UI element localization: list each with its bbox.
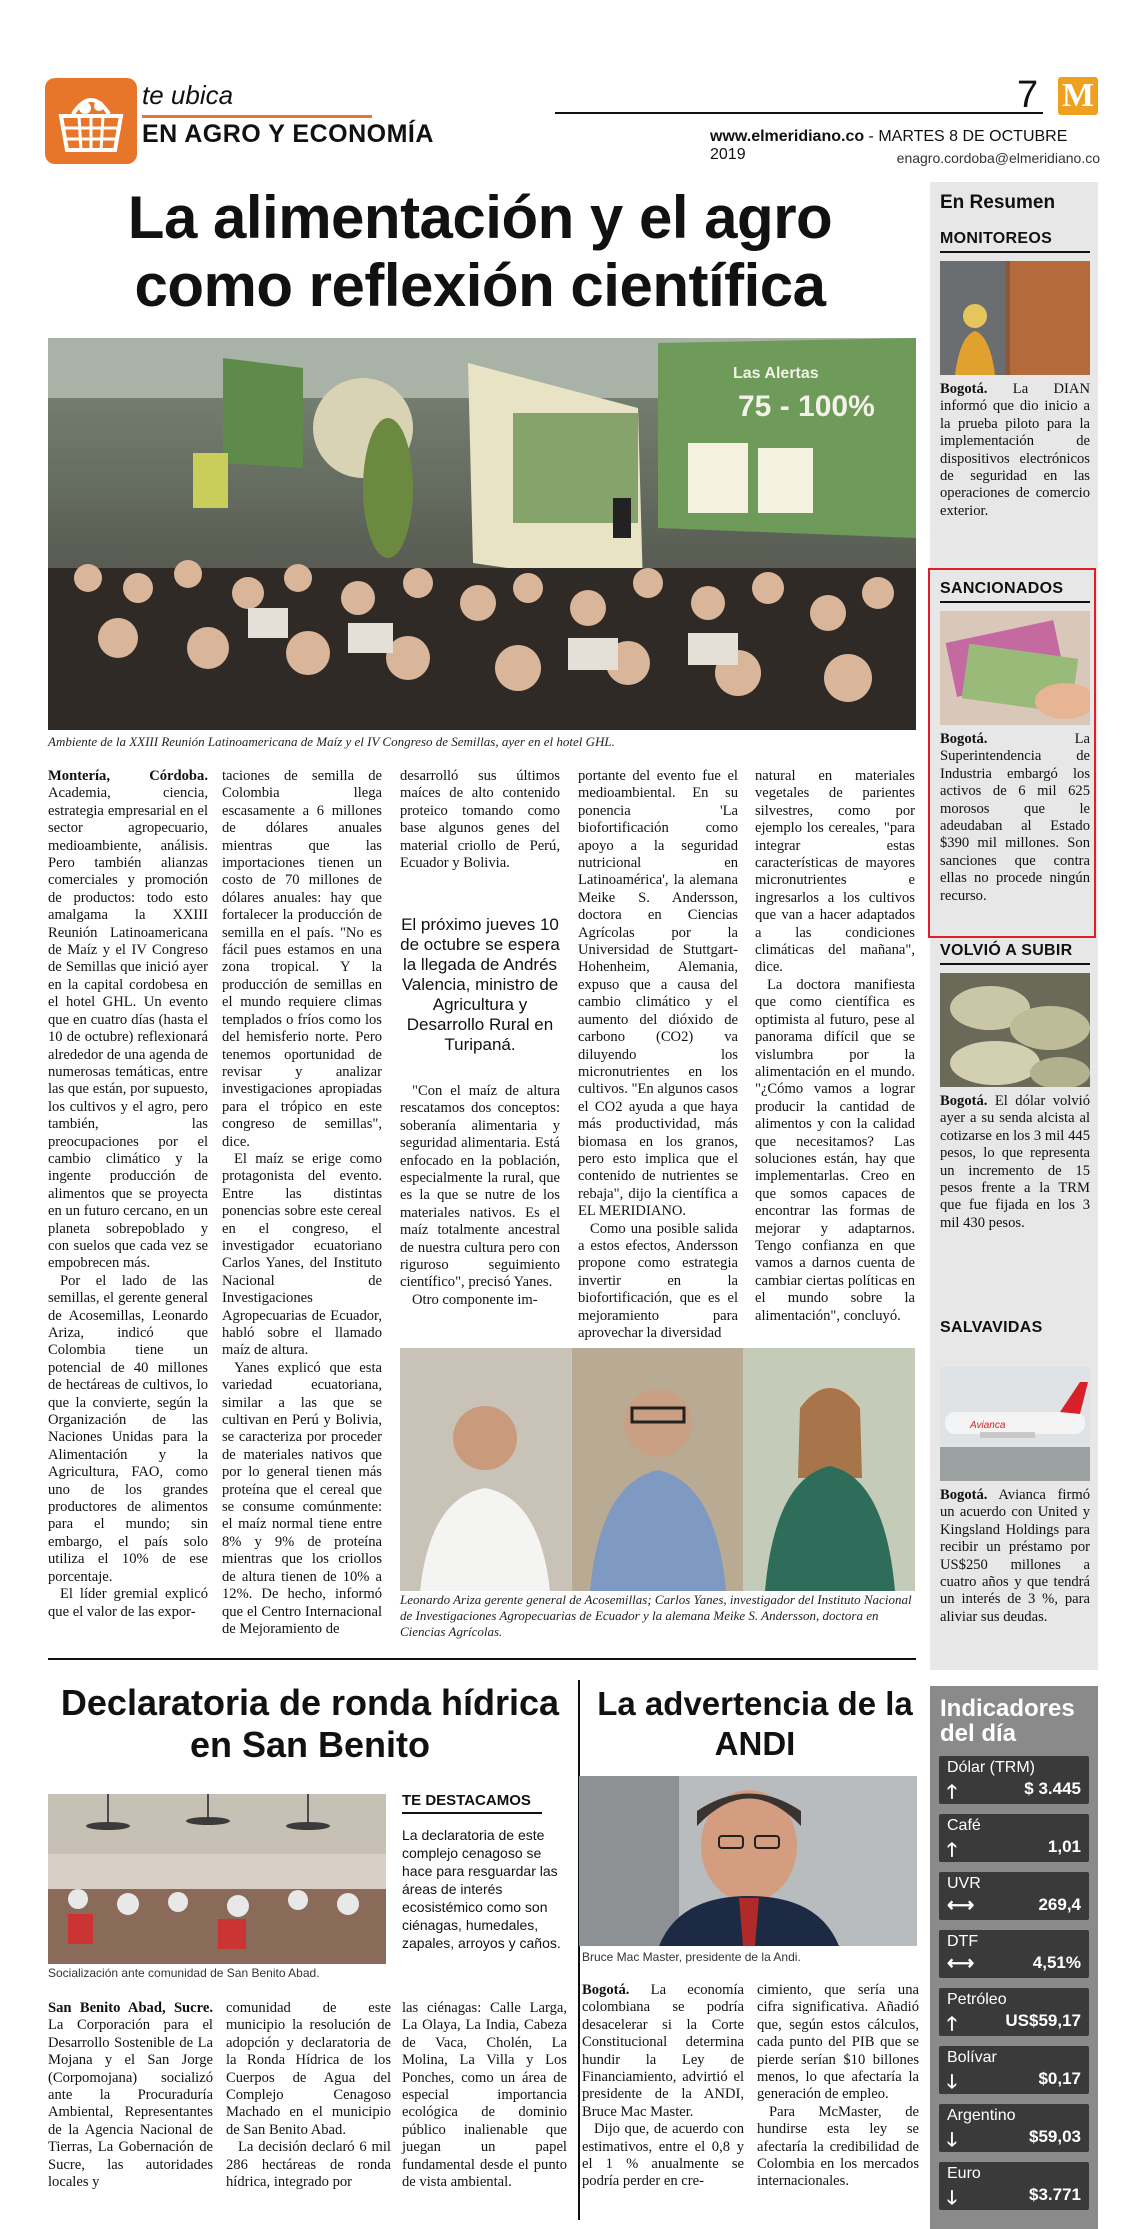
conference-photo (48, 338, 916, 730)
section-divider (48, 1658, 916, 1660)
summary-body: Avianca firmó un acuerdo con United y Kingsland Holdings para recibir un préstamo por US$250 millones a cuatro años y que tendrá un interés de 3 %, para aliviar sus deudas. (940, 1487, 1090, 1625)
paragraph-text: La Corporación para el Desarrollo Sostenible de La Mojana y el San Jorge (Corpomojana) socializó ante la Procuraduría Ambiental, Representantes de la Agencia Nacional de Tierras, La Gobernación de Sucre, las autoridades locales y (48, 2017, 213, 2191)
indicator-name: Café (947, 1817, 981, 1834)
article-paragraph: Por el lado de las semillas, el gerente general de Acosemillas, Leonardo Ariza, indicó que Colombia tiene un potencial de 40 millones de hectáreas de cultivos, lo que la convierte, según la Organización de las Naciones Unidas para la Alimentación y la Agricultura, FAO, como uno de los grandes productores de alimentos para el mundo; sin embargo, el país solo utiliza el 10% de ese porcentaje. (48, 1272, 208, 1585)
ronda-photo-caption: Socialización ante comunidad de San Benito Abad. (48, 1966, 320, 1980)
portrait-photo (579, 1776, 917, 1946)
arrow-up-icon: 🡑 (947, 1840, 957, 1861)
highlight-box (928, 568, 1096, 938)
newspaper-logo: M (1058, 77, 1098, 115)
ronda-column-1 (48, 2000, 213, 2191)
main-article-column-5 (755, 768, 915, 1325)
column-divider (578, 1680, 580, 2220)
article-paragraph: taciones de semilla de Colombia llega escasamente a 6 millones de dólares anuales mientras que las importaciones tienen un costo de 70 millones de dólares anuales: hay que fortalecer la producción de semilla en el país. "No es fácil pues estamos en una zona tropical. Y la producción de semillas en el mundo requiere climas templados o fríos como los del hemisferio norte. Pero tenemos oportunidad de revisar y analizar investigaciones apropiadas para el trópico en este congreso de semillas", dice. (222, 768, 382, 1150)
arrow-down-icon: 🡓 (947, 2130, 957, 2151)
ronda-column-2 (226, 2000, 391, 2191)
andi-photo-caption: Bruce Mac Master, presidente de la Andi. (582, 1950, 801, 1964)
article-paragraph: cimiento, que sería una cifra significativa. Añadió que, según estos cálculos, cada punto del PIB que se pierde serían $10 billones menos, lo que afectaría la generación de empleo. (757, 1982, 919, 2103)
containers-photo (940, 261, 1090, 375)
main-headline: La alimentación y el agro como reflexión científica (127, 184, 833, 319)
arrow-left-right-icon: ⟷ (947, 1895, 975, 1916)
summary-text (940, 1487, 1090, 1626)
summary-body: La Superintendencia de Industria embargó los activos de 6 mil 625 morosos que le adeudaban al Estado $390 mil millones. Son sanciones que contra ellas no procede ningún recurso. (940, 731, 1090, 904)
website-link[interactable]: www.elmeridiano.co (710, 128, 865, 145)
destacamos-label: TE DESTACAMOS (402, 1792, 531, 1809)
indicator-value: $0,17 (1038, 2069, 1081, 2088)
article-paragraph: portante del evento fue el medioambiental. En su ponencia 'La biofortificación como apoyo a la seguridad nutricional en Latinoamérica', la alemana Meike S. Andersson, doctora en Ciencias Agrícolas por la Universidad de Stuttgart-Hohenheim, Alemania, expuso que a causa del cambio climático y el aumento del dióxido de carbono (CO2) va diluyendo los micronutrientes en los cultivos. "En algunos casos el CO2 ayuda a que haya más productividad, más biomasa en los granos, pero esto implica que el contenido de nutrientes se rebaja", dijo la científica a EL MERIDIANO. (578, 768, 738, 1220)
main-article-column-4 (578, 768, 738, 1342)
summary-item-monitoreos (940, 230, 1090, 520)
indicator-name: Euro (947, 2165, 981, 2182)
indicator-name: Argentino (947, 2107, 1016, 2124)
summary-body: La DIAN informó que dio inicio a la prueba piloto para la implementación de dispositivos electrónicos de seguridad en las operaciones de comercio exterior. (940, 381, 1090, 519)
indicator-row (939, 1756, 1089, 1804)
avianca-text: Avianca (970, 1420, 1006, 1431)
airplane-photo (940, 1367, 1090, 1481)
section-email[interactable]: enagro.cordoba@elmeridiano.co (896, 150, 1100, 166)
indicator-row (939, 1814, 1089, 1862)
dateline: San Benito Abad, Sucre. (48, 2000, 213, 2016)
summary-body: El dólar volvió ayer a su senda alcista al cotizarse en los 3 mil 445 pesos, lo que representa un incremento de 15 pesos frente a la TRM que fue fijada en los 3 mil 430 pesos. (940, 1093, 1090, 1231)
indicator-row (939, 1872, 1089, 1920)
indicator-name: DTF (947, 1933, 979, 1950)
ronda-column-3 (402, 2000, 567, 2191)
indicator-name: Dólar (TRM) (947, 1759, 1035, 1776)
summary-photo (940, 261, 1090, 375)
summary-text (940, 1093, 1090, 1232)
destacamos-text: La declaratoria de este complejo cenagoso se hace para resguardar las áreas de interés ecosistémico como son ciénagas, humedales, zapales, arroyos y caños. (402, 1827, 561, 1951)
indicators-title: Indicadores del día (940, 1695, 1075, 1747)
indicator-value: 4,51% (1032, 1953, 1081, 1972)
summary-dateline: Bogotá. (940, 1487, 988, 1503)
conference-photo-illustration (48, 338, 916, 730)
indicators-panel (930, 1686, 1098, 2229)
section-title: EN AGRO Y ECONOMÍA (142, 120, 434, 148)
header-rule (555, 112, 1043, 114)
basket-logo-icon (45, 78, 137, 164)
andi-column-2 (757, 1982, 919, 2191)
summary-label: SALVAVIDAS (940, 1319, 1043, 1336)
summary-dateline: Bogotá. (940, 381, 988, 397)
screen-title-text: Las Alertas (733, 365, 819, 382)
indicator-value: US$59,17 (1005, 2011, 1081, 2030)
indicator-row (939, 2104, 1089, 2152)
page-header (45, 74, 1100, 180)
article-paragraph: natural en materiales vegetales de parientes silvestres, como por ejemplo los cereales, "para integrar estas características de mayores micronutrientes e ingresarlos a los cultivos que van a hacer adaptados a las condiciones climáticas del mañana", dice. (755, 768, 915, 976)
indicator-row (939, 2162, 1089, 2210)
article-paragraph: las ciénagas: Calle Larga, La Olaya, La India, Cabeza de Vaca, Cholén, La Molina, La Villa y Los Ponches, como un área de especial importancia ecológica de dominio público inalienable que juegan un papel fundamental desde el punto de vista ambiental. (402, 2000, 567, 2191)
ronda-photo (48, 1794, 386, 1964)
summary-item-salvavidas (940, 1319, 1090, 1626)
main-photo-caption: Ambiente de la XXIII Reunión Latinoamericana de Maíz y el IV Congreso de Semillas, ayer en el hotel GHL. (48, 734, 615, 749)
indicator-row (939, 1988, 1089, 2036)
andi-column-1 (582, 1982, 744, 2191)
arrow-up-icon: 🡑 (947, 1782, 957, 1803)
indicator-value: $3.771 (1029, 2185, 1081, 2204)
indicator-value: 1,01 (1047, 1837, 1081, 1856)
meeting-photo (48, 1794, 386, 1964)
dollars-photo (940, 973, 1090, 1087)
summary-label: MONITOREOS (940, 230, 1053, 247)
arrow-left-right-icon: ⟷ (947, 1953, 975, 1974)
summary-text (940, 381, 1090, 520)
kicker-rule (142, 115, 372, 118)
indicator-value: $ 3.445 (1024, 1779, 1081, 1798)
article-paragraph (48, 2000, 213, 2191)
main-article-column-3b (400, 1083, 560, 1309)
dateline: Montería, Córdoba. (48, 768, 208, 784)
ronda-headline: Declaratoria de ronda hídrica en San Benito (60, 1682, 560, 1765)
main-article-column-3 (400, 768, 560, 872)
paragraph-text: La economía colombiana se podría desacelerar si la Corte Constitucional determina hundir la Ley de Financiamiento, advirtió el presidente de la ANDI, Bruce Mac Master. (582, 1982, 744, 2120)
page-number: 7 (1017, 74, 1039, 116)
article-paragraph: Como una posible salida a estos efectos, Andersson propone como estrategia invertir en la biofortificación, que es el mejoramiento para aprovechar la diversidad (578, 1220, 738, 1341)
article-paragraph: comunidad de este municipio la resolución de adopción y declaratoria de la Ronda Hídrica de los Cuerpos de Agua del Complejo Cenagoso Machado en el municipio de San Benito Abad. (226, 2000, 391, 2138)
indicator-name: Petróleo (947, 1991, 1007, 2008)
andi-headline: La advertencia de la ANDI (597, 1685, 913, 1762)
summary-photo (940, 1367, 1090, 1481)
article-paragraph (48, 768, 208, 1273)
summary-label: SANCIONADOS (940, 580, 1064, 597)
section-kicker: te ubica (142, 80, 234, 110)
paragraph-text: Academia, ciencia, estrategia empresarial en el sector agropecuario, medioambiente, análisis. Pero también alianzas comerciales y promoción de productos: todo esto amalgama la XXIII Reunión Latinoamericana de Maíz y el IV Congreso de Semillas que inició ayer en la capital cordobesa en el hotel GHL. Un evento que en cuatro días (hasta el 10 de octubre) reflexionará alrededor de una agenda de numerosas temáticas, entre las que están, por supuesto, los cultivos y el agro, pero también, las preocupaciones por el cambio climático y la ingente producción de alimentos que se proyecta en un futuro cercano, en un planeta sobrepoblado y con suelos que cada vez se empobrecen más. (48, 785, 208, 1272)
speakers-photo-illustration (400, 1348, 915, 1591)
arrow-down-icon: 🡓 (947, 2188, 957, 2209)
sidebar-title: En Resumen (940, 192, 1056, 213)
article-paragraph: Para McMaster, de hundirse esta ley se afectaría la credibilidad de Colombia en los mercados internacionales. (757, 2103, 919, 2190)
article-paragraph: El líder gremial explicó que el valor de las expor- (48, 1586, 208, 1620)
main-article-column-1 (48, 768, 208, 1621)
article-paragraph: Dijo que, de acuerdo con estimativos, entre el 0,8 y el 1 % anualmente se podría perder en cre- (582, 2121, 744, 2190)
summary-dateline: Bogotá. (940, 1093, 988, 1109)
issue-date: - MARTES 8 DE OCTUBRE 2019 (710, 128, 1068, 163)
screen-percent-text: 75 - 100% (738, 390, 875, 423)
indicator-value: 269,4 (1038, 1895, 1081, 1914)
pull-quote: El próximo jueves 10 de octubre se espera la llegada de Andrés Valencia, ministro de Agricultura y Desarrollo Rural en Turipaná. (400, 915, 560, 1054)
summary-rule (940, 963, 1090, 965)
indicator-row (939, 2046, 1089, 2094)
indicator-name: UVR (947, 1875, 981, 1892)
indicator-value: $59,03 (1029, 2127, 1081, 2146)
article-paragraph: La decisión declaró 6 mil 286 hectáreas de ronda hídrica, integrado por (226, 2139, 391, 2191)
destacamos-rule (402, 1812, 542, 1814)
dateline: Bogotá. (582, 1982, 630, 1998)
summary-dateline: Bogotá. (940, 731, 988, 747)
article-paragraph: "Con el maíz de altura rescatamos dos conceptos: soberanía alimentaria y seguridad alimentaria. Está enfocado en la población, especialmente la rural, que es la que se nutre de los materiales nativos. Es el maíz totalmente ancestral de nuestra cultura pero con riguroso seguimiento científico", precisó Yanes. (400, 1083, 560, 1291)
main-article-column-2 (222, 768, 382, 1638)
summary-item-volvio-a-subir (940, 942, 1090, 1232)
arrow-down-icon: 🡓 (947, 2072, 957, 2093)
article-paragraph: Otro componente im- (412, 1291, 538, 1308)
article-paragraph: Yanes explicó que esta variedad ecuatoriana, similar a las que se cultivan en Perú y Bolivia, se caracteriza por proceder de materiales nativos que por lo general tienen más proteína que el cereal que se consume comúnmente: el maíz normal tiene entre 8% y 9% de proteína mientras que los criollos de altura tienen de 10% a 12%. De hecho, informó que el Centro Internacional de Mejoramiento de (222, 1359, 382, 1637)
indicator-name: Bolívar (947, 2049, 997, 2066)
article-paragraph: La doctora manifiesta que como científica es optimista al futuro, pese al panorama difícil que se vislumbra por la alimentación en el mundo. "¿Cómo vamos a lograr producir la cantidad de alimentos y con la calidad que necesitamos? Las soluciones están, hay que implementarlas. Creo en que somos capaces de encontrar las formas de mejorar y adaptarnos. Tengo confianza en que vamos a darnos cuenta de cambiar ciertas políticas en el mundo sobre la alimentación", concluyó. (755, 976, 915, 1324)
indicator-row (939, 1930, 1089, 1978)
speakers-photo (400, 1348, 915, 1591)
andi-photo (579, 1776, 917, 1946)
summary-photo (940, 973, 1090, 1087)
summary-label: VOLVIÓ A SUBIR (940, 942, 1073, 959)
article-paragraph: El maíz se erige como protagonista del evento. Entre las distintas ponencias sobre este cereal en el congreso, el investigador ecuatoriano Carlos Yanes, del Instituto Nacional de Investigaciones Agropecuarias de Ecuador, habló sobre el llamado maíz de altura. (222, 1150, 382, 1359)
article-paragraph: desarrolló sus últimos maíces de alto contenido proteico tomando como base algunos genes del material criollo de Perú, Ecuador y Bolivia. (400, 768, 560, 872)
summary-rule (940, 251, 1090, 253)
article-paragraph (582, 1982, 744, 2121)
arrow-up-icon: 🡑 (947, 2014, 957, 2035)
speakers-photo-caption: Leonardo Ariza gerente general de Acosemillas; Carlos Yanes, investigador del Instituto Nacional de Investigaciones Agropecuarias de Ecuador y la alemana Meike S. Andersson, doctora en Ciencias Agrícolas. (400, 1592, 912, 1639)
